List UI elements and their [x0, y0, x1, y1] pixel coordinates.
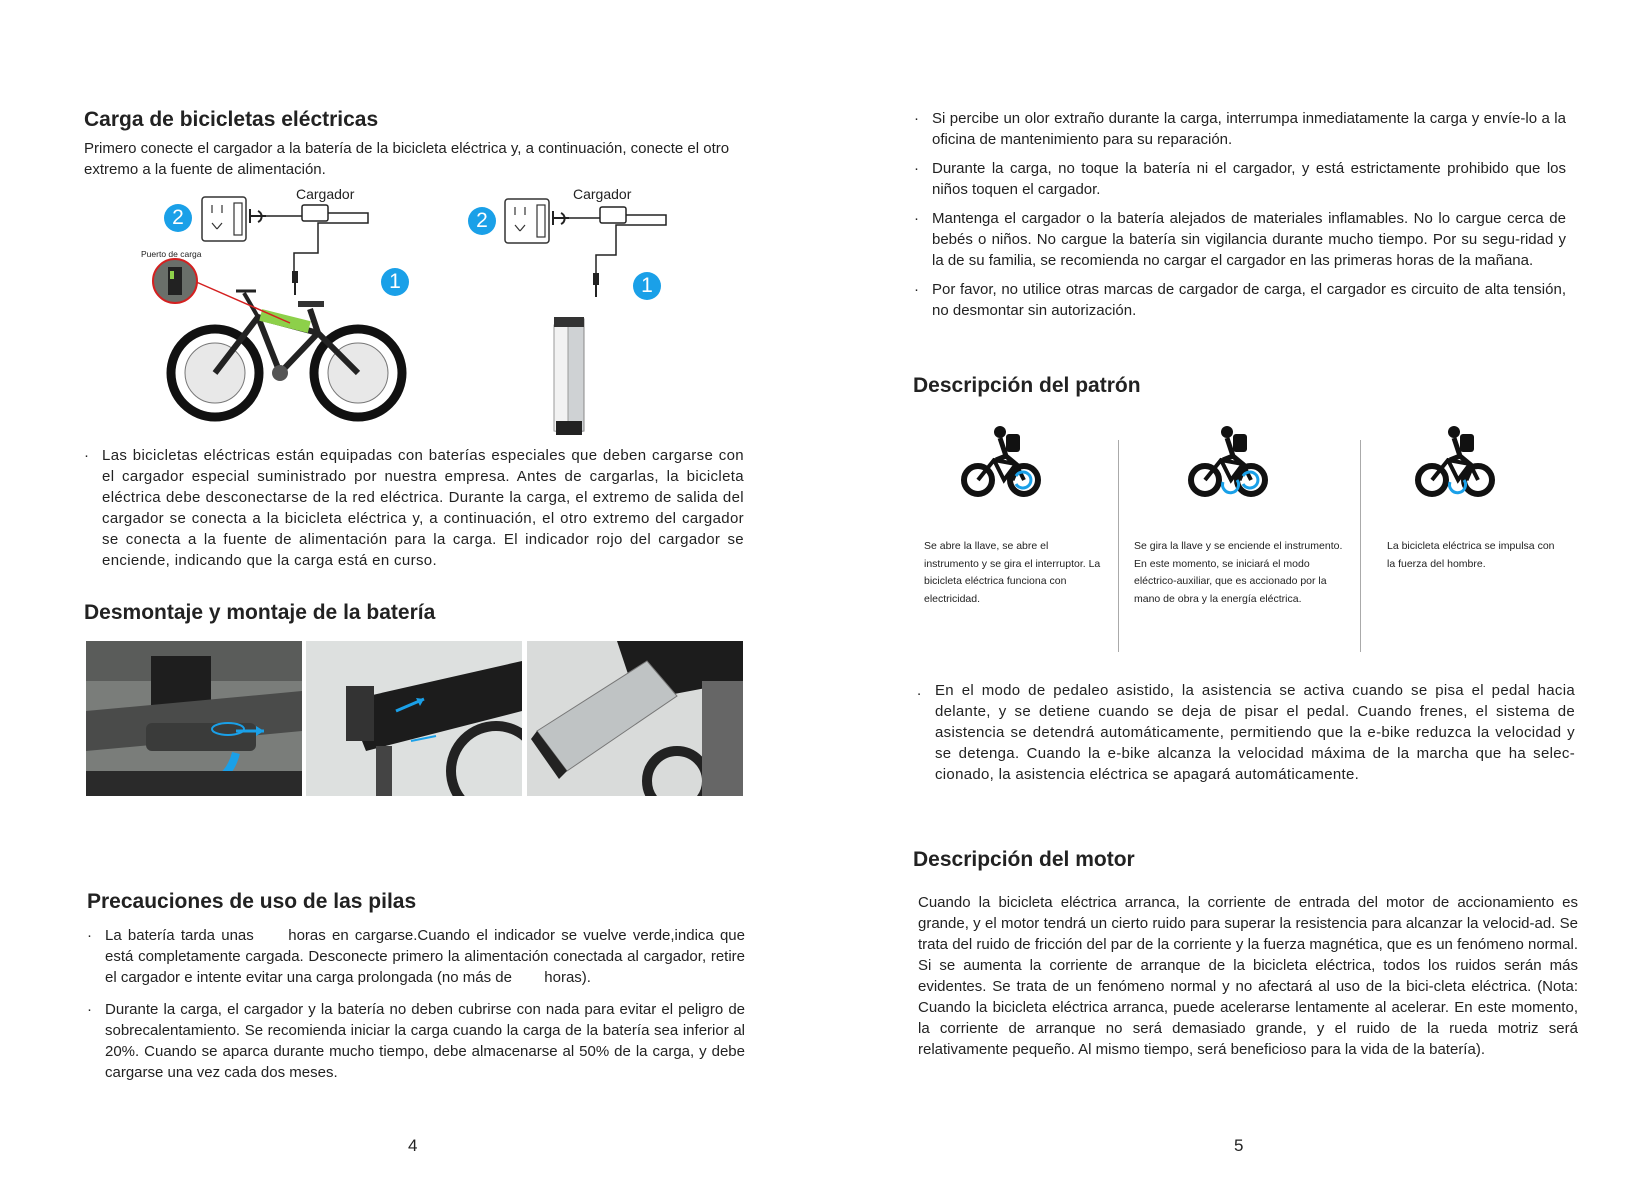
safety-bullet: [914, 108, 1566, 150]
bullet-dot: ·: [87, 1001, 92, 1018]
charger-label: Cargador: [296, 186, 355, 202]
pattern-title: Descripción del patrón: [913, 374, 1141, 397]
precaution-bullet-1: [87, 925, 745, 988]
bullet-dot: .: [917, 682, 922, 699]
cyclist-pedal-icon: [1414, 424, 1498, 500]
charger-bike-illustration: [140, 183, 440, 443]
motor-title: Descripción del motor: [913, 848, 1135, 871]
charging-bullet-text: Las bicicletas eléctricas están equipadas con baterías especiales que deben cargarse con el cargador especial suministrado por nuestra empresa. Antes de cargarlas, la bicicleta eléctrica debe desconectarse de la red eléctrica. Durante la carga, el extremo de salida del cargador se conecta a la bicicleta eléctrica y, a continuación, el otro extremo del cargador se conecta a la fuente de alimentación para la carga. El indicador rojo del cargador se enciende, indicando que la carga está en curso.: [102, 447, 744, 569]
step-2-badge: 2: [468, 207, 496, 235]
step-1-badge: 1: [381, 268, 409, 296]
safety-bullet-text: Durante la carga, no toque la batería ni el cargador, y está estrictamente prohibido que los niños toquen el cargador.: [932, 160, 1566, 198]
battery-mount-title: Desmontaje y montaje de la batería: [84, 601, 436, 624]
safety-bullet-text: Por favor, no utilice otras marcas de cargador de carga, el cargador es circuito de alta tensión, no desmontar sin autorización.: [932, 281, 1566, 319]
precaution-2-text: Durante la carga, el cargador y la batería no deben cubrirse con nada para evitar el peligro de sobrecalentamiento. Se recomienda iniciar la carga cuando la carga de la batería sea inferior al 20%. Cuando se aparca durante mucho tiempo, debe almacenarse al 50% de la carga, y debe cargarse una vez cada dos meses.: [105, 1001, 745, 1081]
bullet-dot: ·: [914, 110, 919, 127]
precaution-bullet-2: [87, 999, 745, 1083]
step-2-badge: 2: [164, 204, 192, 232]
precaution-1-text: [105, 925, 745, 988]
battery-slide-photo: [306, 641, 522, 796]
mode-electric-text: Se abre la llave, se abre el instrumento y se gira el interruptor. La bicicleta eléctrica funciona con electricidad.: [924, 540, 1101, 605]
bike-charging-diagram: [140, 183, 440, 443]
assist-note-text: En el modo de pedaleo asistido, la asistencia se activa cuando se pisa el pedal hacia delante, y se detiene cuando se deja de pisar el pedal. Cuando frenes, el sistema de asistencia se detendrá automáticamente, permitiendo que la e-bike reduzca la velocidad y se detenga. Cuando la e-bike alcanza la velocidad máxima de la marcha que ha selec-cionado, la asistencia eléctrica se apagará automáticamente.: [935, 682, 1575, 783]
bullet-dot: ·: [914, 160, 919, 177]
bullet-dot: ·: [84, 447, 89, 464]
precaution-1-part-b: horas en cargarse.Cuando el indicador se vuelve verde,indica que está completamente cargada. Desconecte primero la alimentación conectada al cargador, retire el cargador e intente evitar una carga prolongada (no más de: [105, 927, 745, 986]
safety-bullet: [914, 208, 1566, 271]
safety-bullet: [914, 279, 1566, 321]
port-label: Puerto de carga: [141, 249, 202, 259]
safety-bullets: [914, 108, 1566, 321]
precaution-1-part-a: La batería tarda unas: [105, 927, 254, 944]
safety-bullet-text: Si percibe un olor extraño durante la carga, interrumpa inmediatamente la carga y envíe-lo a la oficina de mantenimiento para su reparación.: [932, 110, 1566, 148]
assist-note: [917, 680, 1575, 785]
bullet-dot: ·: [914, 210, 919, 227]
cyclist-assist-icon: [1187, 424, 1271, 500]
charger-battery-illustration: [450, 183, 680, 443]
page-number-left: 4: [408, 1136, 418, 1155]
battery-unlock-photo: [86, 641, 302, 796]
page-number-right: 5: [1234, 1136, 1244, 1155]
divider: [1360, 440, 1361, 652]
cyclist-electric-icon: [960, 424, 1044, 500]
precautions-title: Precauciones de uso de las pilas: [87, 890, 417, 913]
bullet-dot: ·: [914, 281, 919, 298]
mode-pedal-text: La bicicleta eléctrica se impulsa con la fuerza del hombre.: [1387, 540, 1555, 570]
safety-bullet-text: Mantenga el cargador o la batería alejados de materiales inflamables. No lo cargue cerca de bebés o niños. No cargue la batería sin vigilancia durante mucho tiempo. Por su segu-ridad y la de su familia, se recomienda no cargar el cargador en las primeras horas de la mañana.: [932, 210, 1566, 269]
mode-assist-text: Se gira la llave y se enciende el instrumento. En este momento, se iniciará el modo eléctrico-auxiliar, que es accionado por la mano de obra y la energía eléctrica.: [1134, 540, 1343, 605]
battery-removed-photo: [527, 641, 743, 796]
motor-text: Cuando la bicicleta eléctrica arranca, la corriente de entrada del motor de accionamiento es grande, y el motor tendrá un cierto ruido para superar la resistencia para alcanzar la velocid-ad. Se trata del ruido de fricción del par de la corriente y la fuerza magnética, que es un fenómeno normal. Si se aumenta la corriente de arranque de la bicicleta eléctrica, todos los ruidos serán más evidentes. Se trata de un fenómeno normal y no afectará al uso de la bici-cleta eléctrica. (Nota: Cuando la bicicleta eléctrica arranca, puede acelerarse lentamente al acelerar. En este momento, la corriente de arranque no será demasiado grande, y el ruido de la rueda motriz será relativamente pequeño. Al mismo tiempo, será beneficioso para la vida de la batería).: [918, 894, 1578, 1058]
battery-charging-diagram: [450, 183, 680, 443]
step-1-badge: 1: [633, 272, 661, 300]
charging-intro: Primero conecte el cargador a la batería de la bicicleta eléctrica y, a continuación, conecte el otro extremo a la fuente de alimentación.: [84, 140, 730, 178]
safety-bullet: [914, 158, 1566, 200]
divider: [1118, 440, 1119, 652]
precaution-1-part-c: horas).: [544, 969, 591, 986]
bullet-dot: ·: [87, 927, 92, 944]
charging-title: Carga de bicicletas eléctricas: [84, 108, 379, 131]
charger-label: Cargador: [573, 186, 632, 202]
charging-bullet: [84, 445, 744, 571]
